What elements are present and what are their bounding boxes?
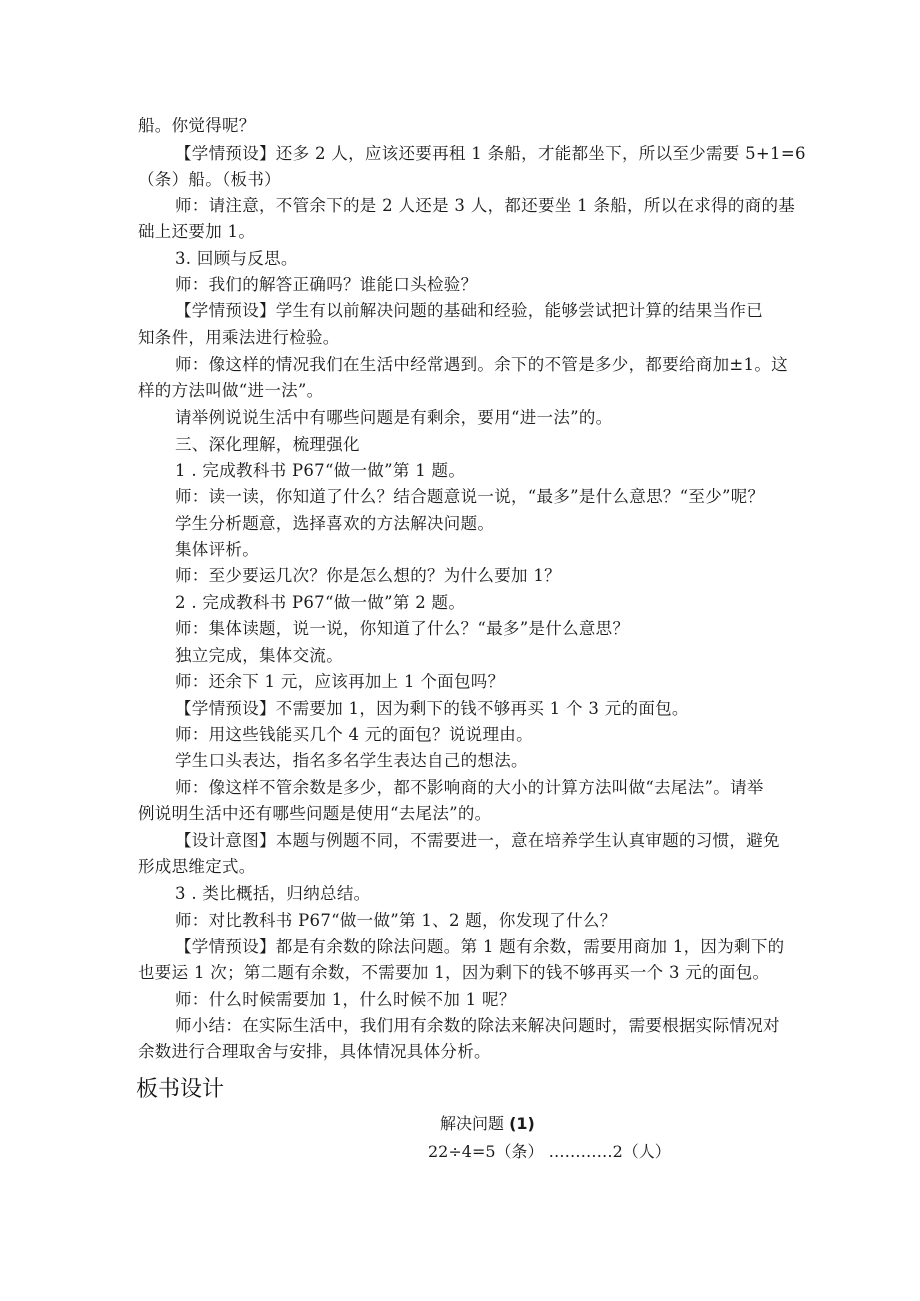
text-line: 师小结：在实际生活中，我们用有余数的除法来解决问题时，需要根据实际情况对: [175, 1016, 780, 1035]
text-line: 学生分析题意，选择喜欢的方法解决问题。: [175, 514, 495, 533]
text-line: 3. 回顾与反思。: [175, 249, 298, 268]
text-line: 【学情预设】都是有余数的除法问题。第 1 题有余数，需要用商加 1，因为剩下的: [175, 937, 785, 956]
text-line: 师：像这样不管余数是多少，都不影响商的大小的计算方法叫做“去尾法”。请举: [175, 778, 764, 797]
text-line: 集体评析。: [175, 540, 259, 559]
text-line: 【学情预设】不需要加 1，因为剩下的钱不够再买 1 个 3 元的面包。: [175, 699, 689, 718]
text-line: 知条件，用乘法进行检验。: [138, 328, 340, 347]
text-line: 2 . 完成教科书 P67“做一做”第 2 题。: [175, 593, 466, 612]
text-line: 请举例说说生活中有哪些问题是有剩余，要用“进一法”的。: [175, 408, 613, 427]
text-line: 样的方法叫做“进一法”。: [138, 381, 324, 400]
text-line: 形成思维定式。: [138, 857, 256, 876]
text-line: 础上还要加 1。: [138, 222, 256, 241]
text-line: 师：还余下 1 元，应该再加上 1 个面包吗？: [175, 672, 505, 691]
board-title-number: (1): [509, 1114, 535, 1133]
text-line: 独立完成，集体交流。: [175, 646, 343, 665]
text-line: 师：对比教科书 P67“做一做”第 1、2 题，你发现了什么？: [175, 911, 617, 930]
text-line: 三、深化理解，梳理强化: [175, 435, 360, 454]
text-line: 船。你觉得呢？: [138, 116, 256, 135]
board-title: [440, 1114, 535, 1134]
text-line: 1 . 完成教科书 P67“做一做”第 1 题。: [175, 461, 466, 480]
text-line: 【学情预设】学生有以前解决问题的基础和经验，能够尝试把计算的结果当作已: [175, 301, 763, 320]
text-line: 学生口头表达，指名多名学生表达自己的想法。: [175, 751, 528, 770]
text-line: 师：像这样的情况我们在生活中经常遇到。余下的不管是多少，都要给商加±1。这: [175, 355, 788, 374]
text-line: 【学情预设】还多 2 人，应该还要再租 1 条船，才能都坐下，所以至少需要 5+1=6: [175, 144, 806, 163]
text-line: 师：集体读题，说一说，你知道了什么？“最多”是什么意思？: [175, 619, 630, 638]
text-line: 也要运 1 次；第二题有余数，不需要加 1，因为剩下的钱不够再买一个 3 元的面包。: [138, 963, 770, 982]
text-line: 【设计意图】本题与例题不同，不需要进一，意在培养学生认真审题的习惯，避免: [175, 831, 780, 850]
text-line: 师：读一读，你知道了什么？结合题意说一说，“最多”是什么意思？“至少”呢？: [175, 487, 765, 506]
text-line: 师：请注意，不管余下的是 2 人还是 3 人，都还要坐 1 条船，所以在求得的商的基: [175, 196, 796, 215]
text-line: 余数进行合理取舍与安排，具体情况具体分析。: [138, 1042, 491, 1061]
text-line: 师：至少要运几次？你是怎么想的？为什么要加 1？: [175, 566, 561, 585]
board-title-text: 解决问题: [440, 1114, 505, 1133]
section-heading: 板书设计: [136, 1077, 225, 1102]
board-equation: 22÷4=5（条） …………2（人）: [428, 1142, 671, 1161]
text-line: （条）船。（板书）: [138, 170, 281, 189]
text-line: 师：我们的解答正确吗？谁能口头检验？: [175, 275, 478, 294]
text-line: 师：用这些钱能买几个 4 元的面包？说说理由。: [175, 725, 533, 744]
text-line: 师：什么时候需要加 1，什么时候不加 1 呢？: [175, 990, 516, 1009]
text-line: 例说明生活中还有哪些问题是使用“去尾法”的。: [138, 804, 492, 823]
text-line: 3 . 类比概括，归纳总结。: [175, 884, 371, 903]
